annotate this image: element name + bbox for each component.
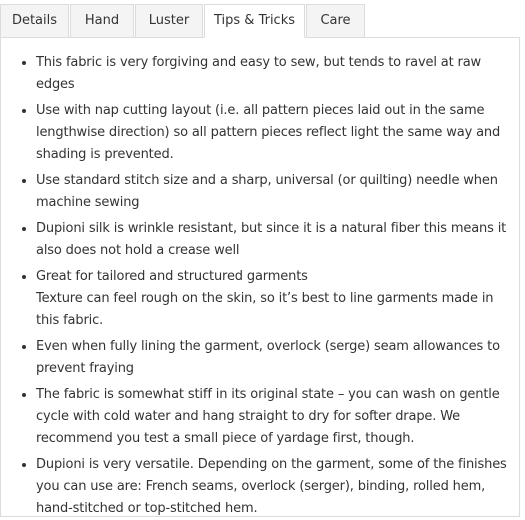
tab-hand[interactable]: Hand [70,4,134,38]
tab-bar [0,4,366,38]
list-item: • The fabric is somewhat stiff in its original state – you can wash on gentle cycle with cold water and hang straight to dry for softer drape. We recommend you test a small piece of yardage first, though. [36,384,509,450]
tips-list [1,38,519,520]
list-item-text: • Great for tailored and structured garments [36,269,308,284]
list-item: • Use with nap cutting layout (i.e. all pattern pieces laid out in the same lengthwise direction) so all pattern pieces reflect light the same way and shading is prevented. [36,100,509,166]
list-item: • This fabric is very forgiving and easy to sew, but tends to ravel at raw edges [36,52,509,96]
list-item: • Even when fully lining the garment, overlock (serge) seam allowances to prevent fraying [36,336,509,380]
tab-tips-and-tricks[interactable]: Tips & Tricks [204,4,305,38]
list-item: • Dupioni is very versatile. Depending on the garment, some of the finishes you can use are: French seams, overlock (serger), binding, rolled hem, hand-stitched or top-stitched hem. [36,454,509,520]
list-item: • Dupioni silk is wrinkle resistant, but since it is a natural fiber this means it also does not hold a crease well [36,218,509,262]
list-item [36,266,509,332]
list-item: • Use standard stitch size and a sharp, universal (or quilting) needle when machine sewing [36,170,509,214]
tab-details[interactable]: Details [0,4,69,38]
tab-care[interactable]: Care [306,4,365,38]
tips-panel [0,37,520,517]
tab-luster[interactable]: Luster [135,4,203,38]
list-item-text: Texture can feel rough on the skin, so it’s best to line garments made in this fabric. [36,291,494,328]
